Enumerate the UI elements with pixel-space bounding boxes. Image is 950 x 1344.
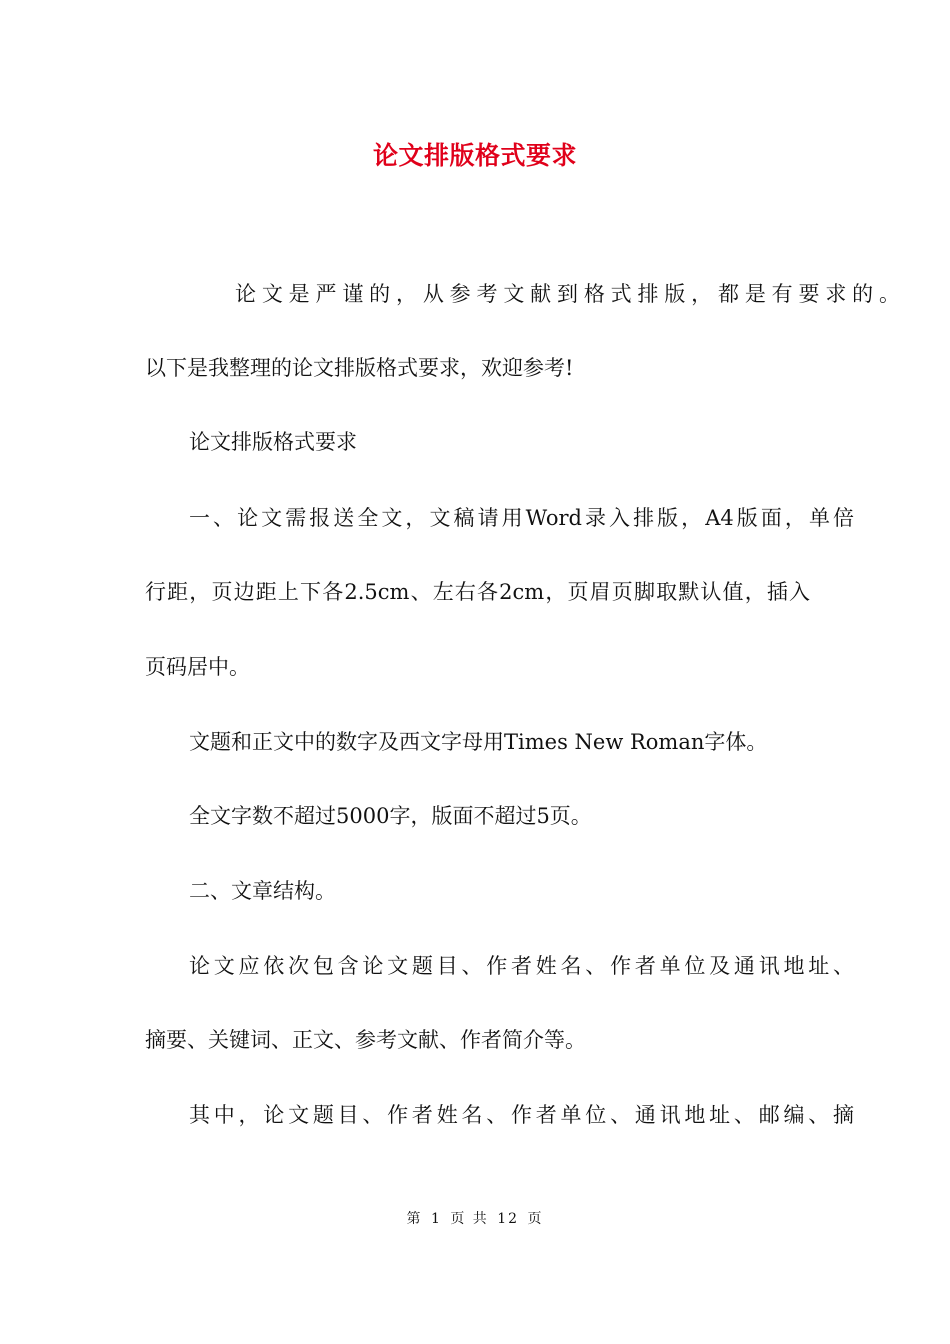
document-title: 论文排版格式要求 — [372, 141, 577, 170]
paragraph-line: 页码居中。 — [145, 655, 250, 679]
footer-prefix: 第 — [406, 1211, 423, 1227]
paragraph-line: 行距，页边距上下各2.5cm、左右各2cm，页眉页脚取默认值，插入 — [145, 580, 810, 604]
page-footer — [0, 1208, 950, 1228]
paragraph-line: 一、论文需报送全文，文稿请用Word录入排版，A4版面，单倍 — [189, 506, 854, 530]
footer-middle: 页 共 — [450, 1211, 489, 1227]
paragraph-line: 论文应依次包含论文题目、作者姓名、作者单位及通讯地址、 — [189, 954, 854, 978]
section-heading: 论文排版格式要求 — [189, 430, 357, 454]
paragraph-line: 摘要、关键词、正文、参考文献、作者简介等。 — [145, 1028, 586, 1052]
paragraph-line: 全文字数不超过5000字，版面不超过5页。 — [189, 804, 592, 828]
footer-total-pages: 12 — [497, 1211, 520, 1227]
section-heading: 二、文章结构。 — [189, 879, 336, 903]
paragraph-line: 其中，论文题目、作者姓名、作者单位、通讯地址、邮编、摘 — [189, 1103, 854, 1127]
footer-current-page: 1 — [430, 1211, 442, 1227]
footer-suffix: 页 — [527, 1211, 544, 1227]
paragraph-line: 以下是我整理的论文排版格式要求，欢迎参考! — [145, 356, 574, 380]
paragraph-line: 文题和正文中的数字及西文字母用Times New Roman字体。 — [189, 730, 768, 754]
paragraph-line: 论文是严谨的，从参考文献到格式排版，都是有要求的。 — [235, 282, 900, 306]
